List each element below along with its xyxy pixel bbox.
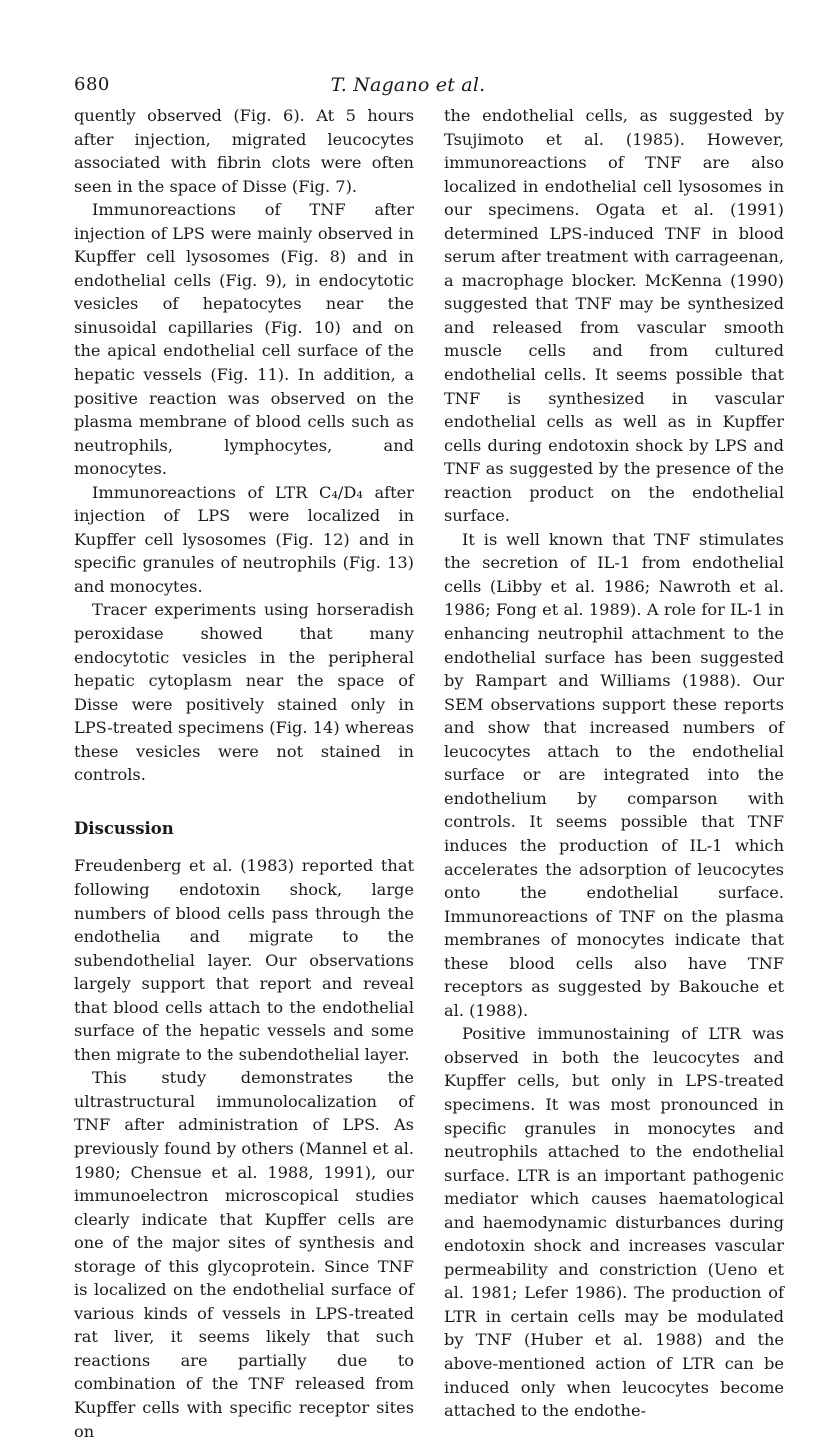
right-column xyxy=(444,104,784,1423)
paragraph: the endothelial cells, as suggested by Tsujimoto et al. (1985). However, immunoreactions of TNF are also localized in endothelial cell lysosomes in our specimens. Ogata et al. (1991) determined LPS-induced TNF in blood serum after treatment with carrageenan, a macrophage blocker. McKenna (1990) suggested that TNF may be synthesized and released from vascular smooth muscle cells and from cultured endothelial cells. It seems possible that TNF is synthesized in vascular endothelial cells as well as in Kupffer cells during endotoxin shock by LPS and TNF as suggested by the presence of the reaction product on the endothelial surface. xyxy=(444,106,784,526)
paragraph: This study demonstrates the ultrastructural immunolocalization of TNF after administration of LPS. As previously found by others (Mannel et al. 1980; Chensue et al. 1988, 1991), our immunoelectron microscopical studies clearly indicate that Kupffer cells are one of the major sites of synthesis and storage of this glycoprotein. Since TNF is localized on the endothelial surface of various kinds of vessels in LPS-treated rat liver, it seems likely that such reactions are partially due to combination of the TNF released from Kupffer cells with specific receptor sites on xyxy=(74,1068,414,1441)
paragraph: Tracer experiments using horseradish peroxidase showed that many endocytotic vesicles in the peripheral hepatic cytoplasm near the space of Disse were positively stained only in LPS-treated specimens (Fig. 14) whereas these vesicles were not stained in controls. xyxy=(74,600,414,785)
left-column xyxy=(74,104,414,1443)
running-head: T. Nagano et al. xyxy=(330,74,486,96)
paragraph: Immunoreactions of LTR C₄/D₄ after injection of LPS were localized in Kupffer cell lysosomes (Fig. 12) and in specific granules of neutrophils (Fig. 13) and monocytes. xyxy=(74,482,414,596)
paragraph: It is well known that TNF stimulates the secretion of IL-1 from endothelial cells (Libby et al. 1986; Nawroth et al. 1986; Fong et al. 1989). A role for IL-1 in enhancing neutrophil attachment to the endothelial surface has been suggested by Rampart and Williams (1988). Our SEM observations support these reports and show that increased numbers of leucocytes attach to the endothelial surface or are integrated into the endothelium by comparson with controls. It seems possible that TNF induces the production of IL-1 which accelerates the adsorption of leucocytes onto the endothelial surface. Immunoreactions of TNF on the plasma membranes of monocytes indicate that these blood cells also have TNF receptors as suggested by Bakouche et al. (1988). xyxy=(444,529,784,1020)
section-heading-discussion: Discussion xyxy=(74,818,174,838)
paragraph: Freudenberg et al. (1983) reported that following endotoxin shock, large numbers of blood cells pass through the endothelia and migrate to the subendothelial layer. Our observations largely support that report and reveal that blood cells attach to the endothelial surface of the hepatic vessels and some then migrate to the subendothelial layer. xyxy=(74,856,414,1064)
paragraph: Immunoreactions of TNF after injection of LPS were mainly observed in Kupffer cell lysosomes (Fig. 8) and in endothelial cells (Fig. 9), in endocytotic vesicles of hepatocytes near the sinusoidal capillaries (Fig. 10) and on the apical endothelial cell surface of the hepatic vessels (Fig. 11). In addition, a positive reaction was observed on the plasma membrane of blood cells such as neutrophils, lymphocytes, and monocytes. xyxy=(74,200,414,479)
paragraph: quently observed (Fig. 6). At 5 hours after injection, migrated leucocytes associated with fibrin clots were often seen in the space of Disse (Fig. 7). xyxy=(74,106,414,196)
paragraph: Positive immunostaining of LTR was observed in both the leucocytes and Kupffer cells, but only in LPS-treated specimens. It was most pronounced in specific granules in monocytes and neutrophils attached to the endothelial surface. LTR is an important pathogenic mediator which causes haematological and haemodynamic disturbances during endotoxin shock and increases vascular permeability and constriction (Ueno et al. 1981; Lefer 1986). The production of LTR in certain cells may be modulated by TNF (Huber et al. 1988) and the above-mentioned action of LTR can be induced only when leucocytes become attached to the endothe- xyxy=(444,1024,784,1421)
page-number: 680 xyxy=(74,74,110,95)
